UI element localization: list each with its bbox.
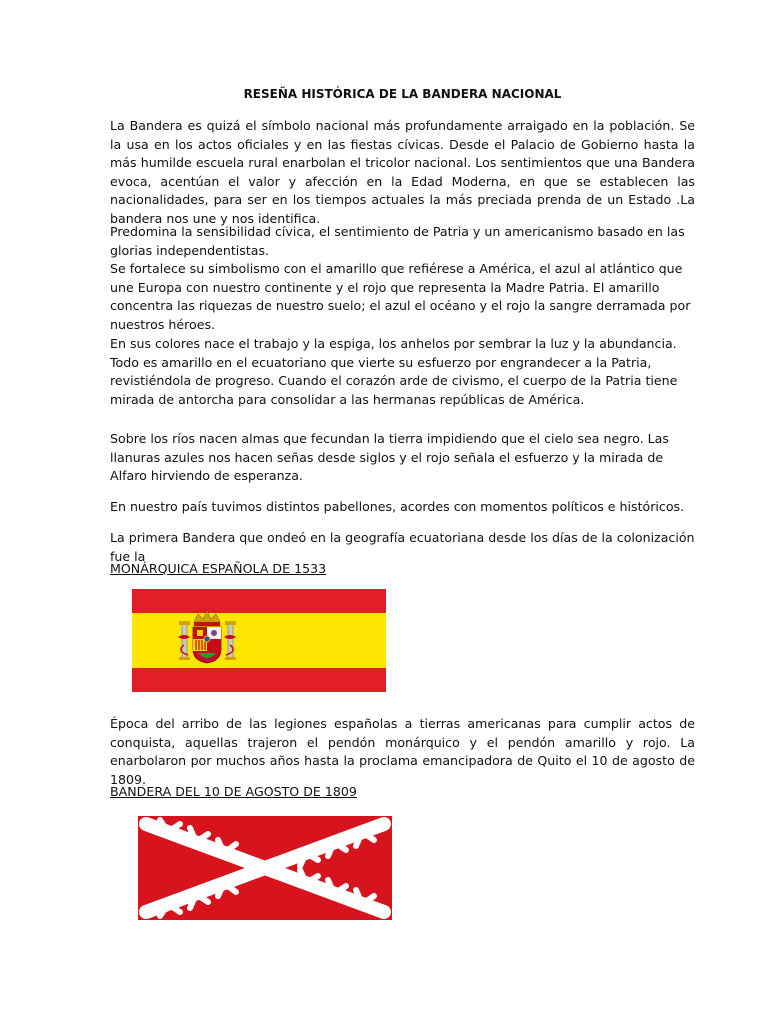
paragraph-4: En sus colores nace el trabajo y la espiga, los anhelos por sembrar la luz y la abundancia. Todo es amarillo en el ecuatoriano que vierte su esfuerzo por engrandecer a la Patria, revistiéndola de progreso. Cuando el corazón arde de civismo, el cuerpo de la Patria tiene mirada de antorcha para consolidar a las hermanas repúblicas de América. [110,336,678,407]
section-heading-monarquica: MONÁRQUICA ESPAÑOLA DE 1533 [110,561,327,576]
paragraph-2: Predomina la sensibilidad cívica, el sentimiento de Patria y un americanismo basado en las glorias independentistas. [110,224,685,258]
paragraph-3: Se fortalece su simbolismo con el amarillo que refiérese a América, el azul al atlántico que une Europa con nuestro continente y el rojo que representa la Madre Patria. El amarillo concentra las riquezas de nuestro suelo; el azul el océano y el rojo la sangre derramada por nuestros héroes. [110,261,691,332]
paragraph-6: En nuestro país tuvimos distintos pabellones, acordes con momentos políticos e históricos. [110,499,685,514]
paragraph-1: La Bandera es quizá el símbolo nacional más profundamente arraigado en la población. Se la usa en los actos oficiales y en las fiestas cívicas. Desde el Palacio de Gobierno hasta la más humilde escuela rural enarbolan el tricolor nacional. Los sentimientos que una Bandera evoca, acentúan el valor y afección en la Edad Moderna, en que se establecen las nacionalidades, para ser en los tiempos actuales la más preciada prenda de un Estado .La bandera nos une y nos identifica. [110,118,695,226]
burgundy-cross-flag-image [138,816,392,920]
spanish-monarchic-flag-image [132,589,386,692]
flag-yellow-band [132,613,386,668]
paragraph-5: Sobre los ríos nacen almas que fecundan la tierra impidiendo que el cielo sea negro. Las llanuras azules nos hacen señas desde siglos y el rojo señala el esfuerzo y la mirada de Alfaro hirviendo de esperanza. [110,431,669,484]
paragraph-monarquica: Época del arribo de las legiones españolas a tierras americanas para cumplir actos de conquista, aquellas trajeron el pendón monárquico y el pendón amarillo y rojo. La enarbolaron por muchos años hasta la proclama emancipadora de Quito el 10 de agosto de 1809. [110,716,695,787]
section-heading-10-agosto: BANDERA DEL 10 DE AGOSTO DE 1809 [110,784,357,799]
document-title: RESEÑA HISTÓRICA DE LA BANDERA NACIONAL [243,87,562,101]
paragraph-7: La primera Bandera que ondeó en la geografía ecuatoriana desde los días de la colonización fue la [110,530,695,564]
